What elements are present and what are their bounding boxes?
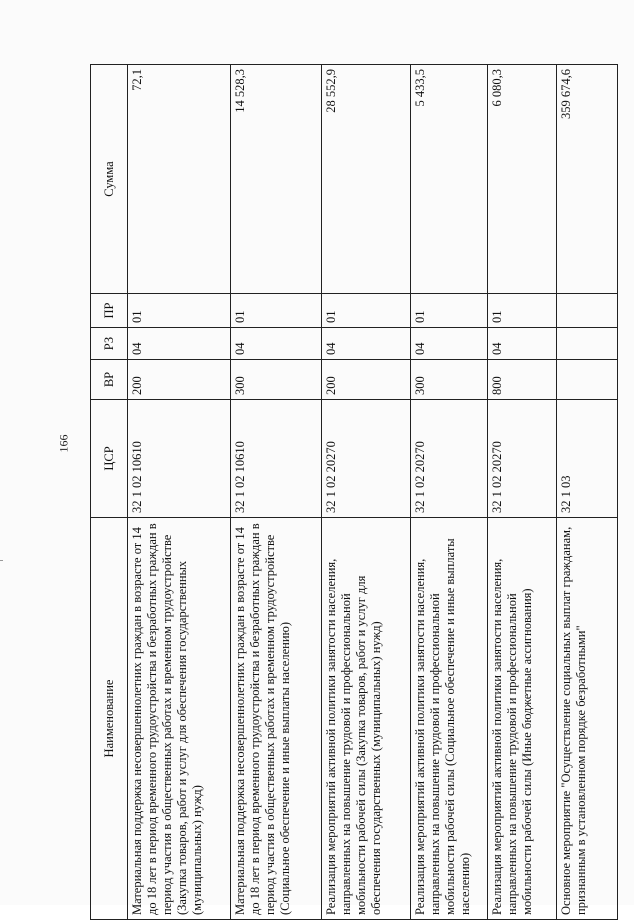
cell-pr: 01: [322, 294, 411, 328]
cell-csr: 32 1 02 20270: [411, 400, 488, 518]
table-row: [411, 65, 488, 920]
cell-csr: 32 1 02 10610: [231, 400, 322, 518]
table-row: [322, 65, 411, 920]
cell-sum: 6 080,3: [488, 65, 557, 294]
cell-pr: 01: [411, 294, 488, 328]
table-row: [231, 65, 322, 920]
cell-sum: 5 433,5: [411, 65, 488, 294]
cell-rz: [557, 328, 618, 360]
cell-pr: 01: [128, 294, 231, 328]
header-name: Наименование: [91, 518, 128, 920]
page-number: 166: [56, 434, 71, 453]
cell-name: Материальная поддержка несовершеннолетних граждан в возрасте от 14 до 18 лет в период временного трудоустройства и безработных граждан в период участия в общественных работах и временном трудоустройстве (Закупка товаров, работ и услуг для обеспечения государственных (муниципальных) нужд): [128, 518, 231, 920]
cell-rz: 04: [322, 328, 411, 360]
cell-name: Реализация мероприятий активной политики занятости населения, направленных на повышение трудовой и профессиональной мобильности рабочей силы (Закупка товаров, работ и услуг для обеспечения государственных (муниципальных) нужд): [322, 518, 411, 920]
cell-name: Материальная поддержка несовершеннолетних граждан в возрасте от 14 до 18 лет в период временного трудоустройства и безработных граждан в период участия в общественных работах и временном трудоустройстве (Социальное обеспечение и иные выплаты населению): [231, 518, 322, 920]
cell-name: Основное мероприятие "Осуществление социальных выплат гражданам, признанным в установленном порядке безработными": [557, 518, 618, 920]
cell-sum: 14 528,3: [231, 65, 322, 294]
rotated-area: [90, 65, 615, 920]
header-rz: РЗ: [91, 328, 128, 360]
cell-pr: 01: [231, 294, 322, 328]
cell-vr: 200: [128, 360, 231, 400]
cell-vr: 300: [231, 360, 322, 400]
cell-csr: 32 1 02 10610: [128, 400, 231, 518]
cell-sum: 72,1: [128, 65, 231, 294]
cell-rz: 04: [231, 328, 322, 360]
cell-rz: 04: [488, 328, 557, 360]
cell-csr: 32 1 03: [557, 400, 618, 518]
header-csr: ЦСР: [91, 400, 128, 518]
scan-artifact: [0, 560, 3, 561]
cell-csr: 32 1 02 20270: [488, 400, 557, 518]
cell-vr: 800: [488, 360, 557, 400]
cell-name: Реализация мероприятий активной политики занятости населения, направленных на повышение трудовой и профессиональной мобильности рабочей силы (Иные бюджетные ассигнования): [488, 518, 557, 920]
budget-table-wrapper: [90, 65, 615, 920]
cell-name: Реализация мероприятий активной политики занятости населения, направленных на повышение трудовой и профессиональной мобильности рабочей силы (Социальное обеспечение и иные выплаты населению): [411, 518, 488, 920]
table-header-row: [91, 65, 128, 920]
cell-rz: 04: [128, 328, 231, 360]
header-pr: ПР: [91, 294, 128, 328]
cell-vr: [557, 360, 618, 400]
cell-rz: 04: [411, 328, 488, 360]
cell-csr: 32 1 02 20270: [322, 400, 411, 518]
table-row: [488, 65, 557, 920]
cell-vr: 200: [322, 360, 411, 400]
header-sum: Сумма: [91, 65, 128, 294]
table-row: [128, 65, 231, 920]
cell-pr: [557, 294, 618, 328]
cell-sum: 28 552,9: [322, 65, 411, 294]
cell-sum: 359 674,6: [557, 65, 618, 294]
cell-pr: 01: [488, 294, 557, 328]
cell-vr: 300: [411, 360, 488, 400]
budget-table: [90, 64, 618, 920]
table-row: [557, 65, 618, 920]
header-vr: ВР: [91, 360, 128, 400]
